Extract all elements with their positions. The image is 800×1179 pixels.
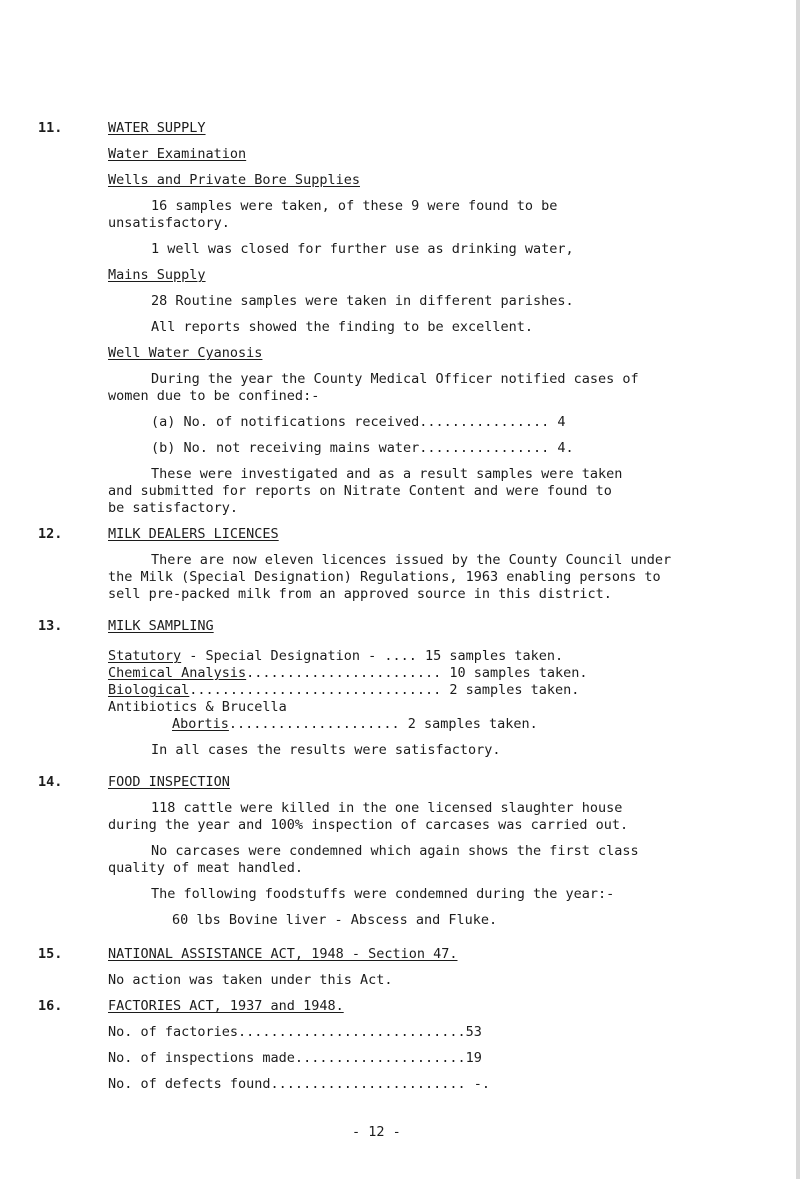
section-number-12: 12. xyxy=(38,526,63,542)
paragraph-line: There are now eleven licences issued by the County Council under xyxy=(151,552,672,568)
paragraph-line: 28 Routine samples were taken in different parishes. xyxy=(151,293,574,309)
sampling-label: Abortis xyxy=(172,716,229,732)
sampling-row-biological xyxy=(108,682,579,699)
inspections-line: No. of inspections made.....................19 xyxy=(108,1050,482,1066)
paragraph-line: During the year the County Medical Officer notified cases of xyxy=(151,371,639,387)
paragraph-line: 16 samples were taken, of these 9 were found to be xyxy=(151,198,558,214)
paragraph-line: In all cases the results were satisfactory. xyxy=(151,742,501,758)
subheading-well-water-cyanosis: Well Water Cyanosis xyxy=(108,345,263,361)
sampling-value: ............................... 2 samples taken. xyxy=(189,682,580,698)
section-heading-food-inspection: FOOD INSPECTION xyxy=(108,774,230,790)
paragraph-line: be satisfactory. xyxy=(108,500,239,516)
defects-line: No. of defects found........................ -. xyxy=(108,1076,491,1092)
paragraph-line: during the year and 100% inspection of carcases was carried out. xyxy=(108,817,629,833)
subheading-water-examination: Water Examination xyxy=(108,146,247,162)
stat-line-mains-water: (b) No. not receiving mains water................ 4. xyxy=(151,440,574,456)
section-heading-milk-dealers: MILK DEALERS LICENCES xyxy=(108,526,279,542)
paragraph-line: sell pre-packed milk from an approved source in this district. xyxy=(108,586,612,602)
paragraph-line: the Milk (Special Designation) Regulations, 1963 enabling persons to xyxy=(108,569,661,585)
sampling-label: Statutory xyxy=(108,648,182,664)
paragraph-line: unsatisfactory. xyxy=(108,215,230,231)
sampling-label: Biological xyxy=(108,682,190,698)
section-heading-national-assistance: NATIONAL ASSISTANCE ACT, 1948 - Section 47. xyxy=(108,946,458,962)
paragraph-line: All reports showed the finding to be excellent. xyxy=(151,319,534,335)
paragraph-line: No carcases were condemned which again shows the first class xyxy=(151,843,639,859)
paragraph-line: and submitted for reports on Nitrate Content and were found to xyxy=(108,483,612,499)
paragraph-line: quality of meat handled. xyxy=(108,860,304,876)
factories-line: No. of factories............................53 xyxy=(108,1024,482,1040)
sampling-label: Chemical Analysis xyxy=(108,665,247,681)
page-number: - 12 - xyxy=(352,1124,401,1140)
sampling-row-antibiotics: Antibiotics & Brucella xyxy=(108,699,287,715)
paragraph-line: women due to be confined:- xyxy=(108,388,320,404)
paragraph-line: No action was taken under this Act. xyxy=(108,972,393,988)
sampling-value: - Special Designation - .... 15 samples taken. xyxy=(181,648,564,664)
subheading-mains-supply: Mains Supply xyxy=(108,267,206,283)
sampling-row-statutory xyxy=(108,648,563,665)
section-number-15: 15. xyxy=(38,946,63,962)
paragraph-line: 1 well was closed for further use as drinking water, xyxy=(151,241,574,257)
paragraph-line: 60 lbs Bovine liver - Abscess and Fluke. xyxy=(172,912,498,928)
paragraph-line: These were investigated and as a result samples were taken xyxy=(151,466,623,482)
sampling-row-abortis xyxy=(172,716,538,733)
section-number-16: 16. xyxy=(38,998,63,1014)
sampling-value: ..................... 2 samples taken. xyxy=(228,716,538,732)
section-number-14: 14. xyxy=(38,774,63,790)
paragraph-line: The following foodstuffs were condemned during the year:- xyxy=(151,886,615,902)
section-heading-water-supply: WATER SUPPLY xyxy=(108,120,206,136)
section-heading-milk-sampling: MILK SAMPLING xyxy=(108,618,214,634)
sampling-value: ........................ 10 samples taken. xyxy=(246,665,588,681)
sampling-row-chemical xyxy=(108,665,588,682)
section-heading-factories-act: FACTORIES ACT, 1937 and 1948. xyxy=(108,998,344,1014)
paragraph-line: 118 cattle were killed in the one licensed slaughter house xyxy=(151,800,623,816)
section-number-11: 11. xyxy=(38,120,63,136)
scan-edge xyxy=(796,0,800,1179)
subheading-wells-bore: Wells and Private Bore Supplies xyxy=(108,172,360,188)
section-number-13: 13. xyxy=(38,618,63,634)
stat-line-notifications: (a) No. of notifications received................ 4 xyxy=(151,414,566,430)
